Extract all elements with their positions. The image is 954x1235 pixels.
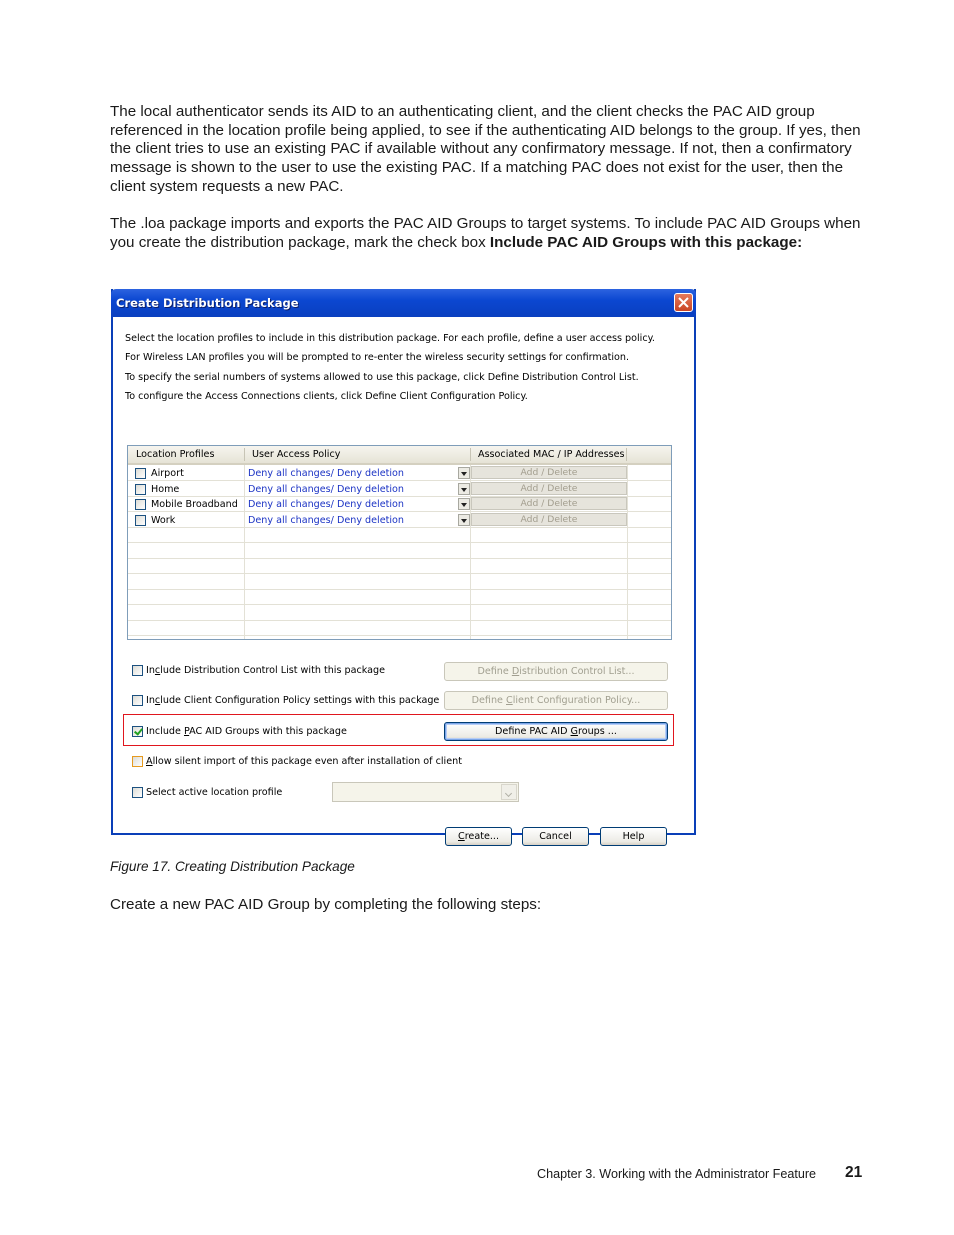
allow-silent-import-checkbox[interactable] bbox=[132, 756, 143, 767]
instruction-line-4: To configure the Access Connections clients, click Define Client Configuration Policy. bbox=[125, 391, 528, 402]
allow-silent-import-label[interactable] bbox=[146, 756, 462, 767]
instruction-line-3: To specify the serial numbers of systems allowed to use this package, click Define Distribution Control List. bbox=[125, 372, 639, 383]
label-mnemonic: A bbox=[146, 756, 153, 767]
instruction-line-1: Select the location profiles to include in this distribution package. For each profile, define a user access policy. bbox=[125, 333, 655, 344]
footer-chapter: Chapter 3. Working with the Administrator Feature bbox=[537, 1167, 817, 1181]
close-icon bbox=[678, 297, 689, 308]
dialog-client-area bbox=[113, 317, 694, 842]
policy-value[interactable]: Deny all changes/ Deny deletion bbox=[248, 484, 404, 495]
profile-name: Airport bbox=[151, 468, 184, 479]
page-number: 21 bbox=[845, 1164, 863, 1181]
column-header-user-access-policy[interactable]: User Access Policy bbox=[252, 449, 341, 460]
policy-value[interactable]: Deny all changes/ Deny deletion bbox=[248, 515, 404, 526]
help-button[interactable]: Help bbox=[600, 827, 667, 846]
button-text: reate... bbox=[464, 831, 500, 842]
label-text: llow silent import of this package even after installation of client bbox=[152, 756, 462, 767]
profile-checkbox[interactable] bbox=[135, 515, 146, 526]
policy-value[interactable]: Deny all changes/ Deny deletion bbox=[248, 499, 404, 510]
label-text: Include bbox=[146, 726, 184, 737]
include-pac-aid-checkbox[interactable] bbox=[132, 726, 143, 737]
add-delete-button[interactable]: Add / Delete bbox=[471, 466, 627, 479]
label-text: AC AID Groups with this package bbox=[189, 726, 347, 737]
include-dcl-label[interactable] bbox=[146, 665, 385, 676]
close-button[interactable] bbox=[674, 293, 693, 312]
add-delete-button[interactable]: Add / Delete bbox=[471, 513, 627, 526]
dialog-title: Create Distribution Package bbox=[116, 296, 299, 310]
location-profiles-grid bbox=[127, 445, 672, 640]
profile-checkbox[interactable] bbox=[135, 484, 146, 495]
profile-name: Home bbox=[151, 484, 180, 495]
button-mnemonic: D bbox=[511, 666, 520, 677]
button-mnemonic: C bbox=[457, 831, 465, 842]
table-row[interactable] bbox=[128, 513, 672, 528]
paragraph-loa-package bbox=[110, 215, 870, 252]
define-ccp-button[interactable] bbox=[444, 691, 668, 710]
include-ccp-label[interactable] bbox=[146, 695, 439, 706]
label-mnemonic: P bbox=[183, 726, 190, 737]
button-text: Define PAC AID bbox=[495, 726, 571, 737]
column-header-location-profiles[interactable]: Location Profiles bbox=[136, 449, 215, 460]
paragraph-loa-text: The .loa package imports and exports the PAC AID Groups to target systems. To include PAC AID Groups when you create the distribution package, mark the check box bbox=[110, 215, 861, 251]
button-text: roups ... bbox=[577, 726, 617, 737]
create-distribution-package-dialog bbox=[111, 289, 696, 842]
profile-name: Mobile Broadband bbox=[151, 499, 238, 510]
profile-name: Work bbox=[151, 515, 176, 526]
profile-checkbox[interactable] bbox=[135, 499, 146, 510]
grid-header bbox=[128, 446, 672, 465]
policy-dropdown-arrow[interactable] bbox=[458, 498, 470, 510]
create-button[interactable] bbox=[445, 827, 512, 846]
select-active-profile-label[interactable]: Select active location profile bbox=[146, 787, 283, 798]
define-pac-aid-groups-button[interactable] bbox=[444, 722, 668, 741]
label-mnemonic: c bbox=[154, 695, 161, 706]
table-row[interactable] bbox=[128, 497, 672, 512]
table-row[interactable] bbox=[128, 482, 672, 497]
button-text: lient Configuration Policy... bbox=[512, 695, 641, 706]
include-pac-aid-label[interactable] bbox=[146, 726, 347, 737]
include-ccp-checkbox[interactable] bbox=[132, 695, 143, 706]
button-text: Define bbox=[471, 695, 507, 706]
button-text: Define bbox=[477, 666, 512, 677]
label-text: lude Distribution Control List with this package bbox=[160, 665, 386, 676]
cancel-button[interactable]: Cancel bbox=[522, 827, 589, 846]
label-text: In bbox=[146, 665, 155, 676]
button-text: istribution Control List... bbox=[519, 666, 635, 677]
define-dcl-button[interactable] bbox=[444, 662, 668, 681]
policy-dropdown-arrow[interactable] bbox=[458, 467, 470, 479]
policy-value[interactable]: Deny all changes/ Deny deletion bbox=[248, 468, 404, 479]
paragraph-pac-check: The local authenticator sends its AID to an authenticating client, and the client checks the PAC AID group referenced in the location profile being applied, to see if the authenticating AID belongs to the group. If yes, then the client tries to use an existing PAC if available without any confirmatory message. If not, then a confirmatory message is shown to the user to use the existing PAC. If a matching PAC does not exist for the user, then the client system requests a new PAC. bbox=[110, 103, 861, 195]
paragraph-steps-intro: Create a new PAC AID Group by completing the following steps: bbox=[110, 896, 542, 913]
add-delete-button[interactable]: Add / Delete bbox=[471, 482, 627, 495]
policy-dropdown-arrow[interactable] bbox=[458, 514, 470, 526]
button-mnemonic: G bbox=[570, 726, 578, 737]
paragraph-loa-bold: Include PAC AID Groups with this package: bbox=[489, 233, 803, 251]
label-text: lude Client Configuration Policy settings with this package bbox=[160, 695, 440, 706]
figure-caption: Figure 17. Creating Distribution Package bbox=[110, 859, 355, 874]
policy-dropdown-arrow[interactable] bbox=[458, 483, 470, 495]
button-mnemonic: C bbox=[506, 695, 513, 706]
include-dcl-checkbox[interactable] bbox=[132, 665, 143, 676]
active-profile-combobox[interactable] bbox=[332, 782, 519, 802]
label-mnemonic: c bbox=[154, 665, 161, 676]
profile-checkbox[interactable] bbox=[135, 468, 146, 479]
instruction-line-2: For Wireless LAN profiles you will be prompted to re-enter the wireless security settings for confirmation. bbox=[125, 352, 630, 363]
select-active-profile-checkbox[interactable] bbox=[132, 787, 143, 798]
table-row[interactable] bbox=[128, 466, 672, 481]
chevron-down-icon[interactable] bbox=[501, 784, 517, 800]
column-header-mac-ip[interactable]: Associated MAC / IP Addresses bbox=[478, 449, 625, 460]
dialog-titlebar[interactable] bbox=[111, 289, 696, 317]
add-delete-button[interactable]: Add / Delete bbox=[471, 497, 627, 510]
label-text: In bbox=[146, 695, 155, 706]
